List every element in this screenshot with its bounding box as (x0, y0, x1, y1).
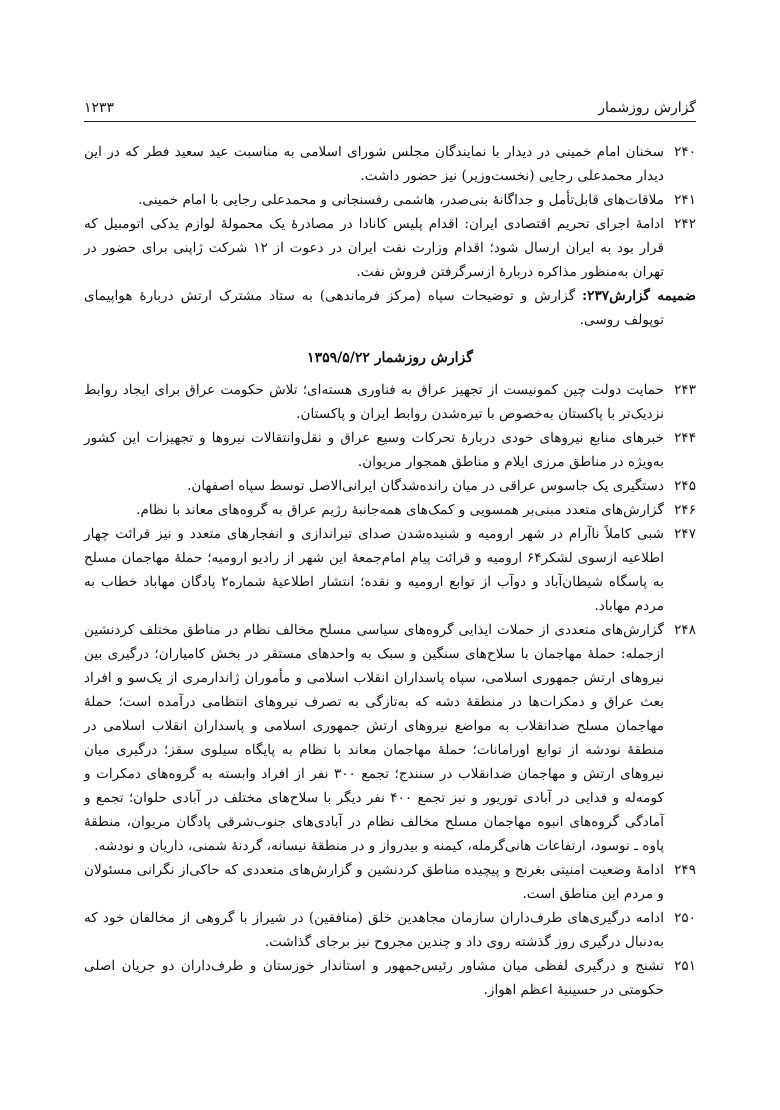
running-head (84, 90, 696, 116)
appendix-label: ضمیمه گزارش۲۳۷: (582, 288, 696, 304)
entry-number: ۲۴۴ (674, 430, 696, 446)
entry-text: ادامه درگیری‌های طرف‌داران سازمان مجاهدین خلق (منافقین) در شیراز با گروهی از مخالفان خود که به‌دنبال درگیری روز گذشته روی داد و چندین مجروح نیز برجای گذاشت. (84, 910, 664, 950)
entry-number: ۲۴۸ (674, 622, 696, 638)
page-number: ۱۲۳۳ (84, 100, 115, 116)
entry-text: سخنان امام خمینی در دیدار با نمایندگان مجلس شورای اسلامی به مناسبت عید سعید فطر که در این دیدار محمدعلی رجایی (نخست‌وزیر) نیز حضور داشت. (84, 144, 664, 184)
entry-number: ۲۴۳ (674, 382, 696, 398)
entry-text: ادامهٔ اجرای تحریم اقتصادی ایران: اقدام پلیس کانادا در مصادرهٔ یک محمولهٔ لوازم یدکی اتومبیل که قرار بود به ایران ارسال شود؛ اقدام وزارت نفت ایران در دعوت از ۱۲ شرکت ژاپنی برای حضور در تهران به‌منظور مذاکره دربارهٔ ازسرگرفتن فروش نفت. (84, 216, 664, 280)
entry-text: شبی کاملاً ناآرام در شهر ارومیه و شنیده‌شدن صدای تیراندازی و انفجارهای متعدد و نیز قرائت چهار اطلاعیه ازسوی لشکر۶۴ ارومیه و قرائت پیام امام‌جمعهٔ این شهر از رادیو ارومیه؛ حملهٔ مهاجمان مسلح به پاسگاه شیطان‌آباد و دوآب از توابع ارومیه و نقده؛ انتشار اطلاعیهٔ شماره۲ پادگان مهاباد خطاب به مردم مهاباد. (84, 526, 664, 614)
entry-item (84, 378, 696, 426)
entry-text: گزارش‌های متعدد مبنی‌بر همسویی و کمک‌های همه‌جانبهٔ رژیم عراق به گروه‌های معاند با نظام. (136, 502, 664, 518)
entry-number: ۲۵۰ (674, 910, 696, 926)
entry-number: ۲۴۹ (674, 862, 696, 878)
entry-item (84, 426, 696, 474)
entry-number: ۲۴۲ (674, 216, 696, 232)
entry-item (84, 474, 696, 498)
entry-number: ۲۴۱ (674, 192, 696, 208)
header-rule (84, 121, 696, 122)
appendix-text: گزارش و توضیحات سپاه (مرکز فرماندهی) به ستاد مشترک ارتش دربارهٔ هواپیمای توپولف روسی. (84, 288, 664, 328)
entry-text: ادامهٔ وضعیت امنیتی بغرنج و پیچیده مناطق کردنشین و گزارش‌های متعددی که حاکی‌از نگرانی مسئولان و مردم این مناطق است. (84, 862, 664, 902)
entry-item (84, 212, 696, 284)
entry-item (84, 906, 696, 954)
section-heading: گزارش روزشمار ۱۳۵۹/۵/۲۲ (307, 350, 473, 366)
entry-text: ملاقات‌های قابل‌تأمل و جداگانهٔ بنی‌صدر، هاشمی رفسنجانی و محمدعلی رجایی با امام خمینی. (138, 192, 664, 208)
entry-number: ۲۴۶ (674, 502, 696, 518)
entry-number: ۲۴۵ (674, 478, 696, 494)
entry-item (84, 498, 696, 522)
entry-text: گزارش‌های متعددی از حملات ایذایی گروه‌های سیاسی مسلح مخالف نظام در مناطق مختلف کردنشین ازجمله: حملهٔ مهاجمان با سلاح‌های سنگین و سبک به واحدهای مستقر در بخش کامیاران؛ درگیری بین نیروهای ارتش جمهوری اسلامی، سپاه پاسداران انقلاب اسلامی و مأموران ژاندارمری از یک‌سو و افراد بعث عراق و دمکرات‌ها در منطقهٔ دشه که به‌تازگی به تصرف نیروهای انتظامی درآمده است؛ حملهٔ مهاجمان مسلح ضدانقلاب به مواضع نیروهای ارتش جمهوری اسلامی و پاسداران انقلاب اسلامی در منطقهٔ نودشه از توابع اورامانات؛ حملهٔ مهاجمان معاند با نظام به پایگاه سیلوی سقز؛ درگیری میان نیروهای ارتش و مهاجمان ضدانقلاب در سنندج؛ تجمع ۳۰۰ نفر از افراد وابسته به گروه‌های دمکرات و کومه‌له و فدایی در آبادی توریور و نیز تجمع ۴۰۰ نفر دیگر با سلاح‌های مختلف در آبادی حلوان؛ تجمع و آمادگی گروه‌های انبوه مهاجمان مسلح مخالف نظام در آبادی‌های جنوب‌شرقی پادگان مریوان، منطقهٔ پاوه ـ نوسود، ارتفاعات هانی‌گرمله، کیمنه و بیدرواز و در منطقهٔ نیسانه، گردنهٔ شمنی، داریان و نودشه. (84, 622, 665, 854)
entry-item (84, 954, 696, 1002)
page-body (84, 140, 696, 1050)
entry-number: ۲۴۰ (674, 144, 696, 160)
entry-item (84, 140, 696, 188)
entry-number: ۲۴۷ (674, 526, 696, 542)
entry-text: دستگیری یک جاسوس عراقی در میان رانده‌شدگان ایرانی‌الاصل توسط سپاه اصفهان. (187, 478, 664, 494)
entry-item (84, 858, 696, 906)
entry-text: حمایت دولت چین کمونیست از تجهیز عراق به فناوری هسته‌ای؛ تلاش حکومت عراق برای ایجاد روابط نزدیک‌تر با پاکستان به‌خصوص با تیره‌شدن روابط ایران و پاکستان. (84, 382, 664, 422)
entry-text: خبرهای منابع نیروهای خودی دربارهٔ تحرکات وسیع عراق و نقل‌وانتقالات نیروها و تجهیزات این کشور به‌ویژه در مناطق مرزی ایلام و مناطق همجوار مریوان. (84, 430, 664, 470)
entry-item (84, 522, 696, 618)
entry-item (84, 188, 696, 212)
entry-text: تشنج و درگیری لفظی میان مشاور رئیس‌جمهور و استاندار خوزستان و طرف‌داران دو جریان اصلی حکومتی در حسینیهٔ اعظم اهواز. (84, 958, 664, 998)
running-title: گزارش روزشمار (598, 100, 696, 116)
appendix-note (84, 284, 696, 332)
entry-number: ۲۵۱ (674, 958, 696, 974)
entry-item (84, 618, 696, 858)
